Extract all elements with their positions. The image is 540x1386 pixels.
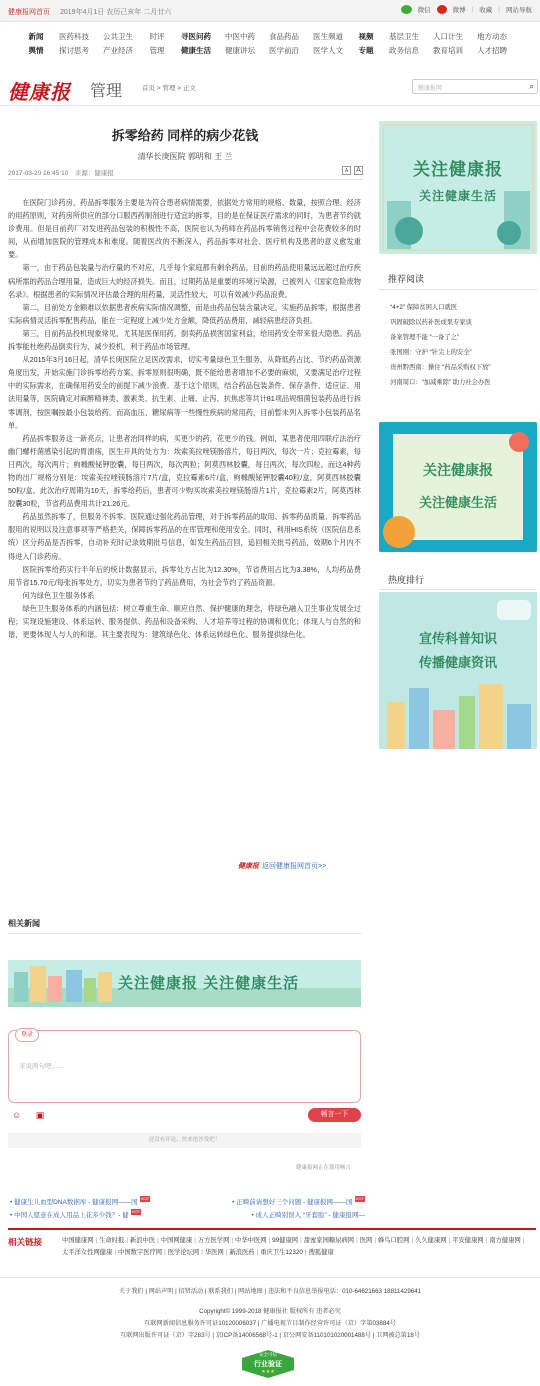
- publish-info: 2017-03-20 16:45:10 来源：健康报: [8, 170, 114, 177]
- friend-link[interactable]: 华医网: [204, 1249, 224, 1256]
- divider: |: [304, 1249, 307, 1256]
- divider: |: [157, 1237, 159, 1244]
- friend-link[interactable]: 新浪中医: [129, 1237, 156, 1244]
- friend-link[interactable]: 久久健康网: [415, 1237, 447, 1244]
- recommend-item[interactable]: · 张国刚：守护 “针尖上的安全”: [385, 345, 535, 360]
- nav-item[interactable]: 人才招聘: [477, 45, 507, 55]
- wechat-icon[interactable]: [401, 5, 412, 14]
- banner-illustration: [379, 422, 537, 552]
- banner-line-1: 关注健康报: [423, 462, 493, 478]
- banner-line-1: 关注健康报: [413, 160, 503, 179]
- back-home-link[interactable]: [238, 861, 326, 871]
- friend-link[interactable]: 99健康网: [272, 1237, 299, 1244]
- related-links: [10, 1196, 365, 1222]
- friend-link[interactable]: 蜂鸟口腔网: [377, 1237, 410, 1244]
- header-bar: [0, 66, 540, 106]
- divider: |: [485, 1237, 488, 1244]
- nav-item[interactable]: 新闻: [28, 31, 44, 41]
- badge-stars: ★★★: [261, 1369, 275, 1375]
- font-larger-button[interactable]: A: [354, 166, 363, 175]
- license-line: 互联网出版许可证（京）字283号 | 京ICP备14006568号-1 | 京公网安备110101020001488号 | 卫网被总第18号: [119, 1332, 421, 1339]
- divider: |: [411, 1237, 414, 1244]
- friend-link[interactable]: 万方医学网: [197, 1237, 230, 1244]
- nav-item[interactable]: 教育培训: [433, 45, 463, 55]
- related-link-row: [10, 1196, 365, 1209]
- nav-item[interactable]: 寻医问药: [181, 31, 211, 41]
- nav-item[interactable]: 视频: [358, 31, 374, 41]
- divider: |: [95, 1237, 98, 1244]
- nav-item[interactable]: 中医中药: [225, 31, 255, 41]
- banner-line-2: 关注健康生活: [418, 495, 497, 510]
- divider: [8, 1228, 536, 1230]
- divider: |: [498, 6, 500, 13]
- divider: |: [268, 1237, 271, 1244]
- divider: |: [225, 1249, 228, 1256]
- back-link-text: 返回健康报网首页>>: [262, 863, 327, 870]
- paragraph: 第二，目前处方金额难以依据患者疾病实际情况调整，而是由药品包装含量决定。实施药品拆零，根据患者实际病情灵活拆零配售药品，能在一定程度上减少处方金额，降低药品费用，减轻病患经济负担。: [8, 302, 361, 325]
- recommend-item[interactable]: · 备案管理不能 “一备了之”: [385, 330, 535, 345]
- nav-item[interactable]: 专题: [358, 45, 374, 55]
- recommend-item[interactable]: · 河南周口：“加减乘除” 助力社会办医: [385, 375, 535, 390]
- nav-item[interactable]: 政务信息: [389, 45, 419, 55]
- related-link[interactable]: • 正畸前请想好三个问题 - 健康报网——国HOT: [232, 1196, 364, 1206]
- nav-row-1: [20, 29, 530, 43]
- paragraph: 第三，目前药品投机现象常见，尤其是医保用药。倒卖药品损害国家利益，给用药安全带来很大隐患。药品拆零能杜绝药品倒卖行为，减少投机，利于药品市场管理。: [8, 328, 361, 352]
- recommend-item[interactable]: · 巩固破除以药补医成果专家谈: [385, 315, 535, 330]
- nav-item[interactable]: 公共卫生: [103, 31, 133, 41]
- article-body: [8, 196, 361, 641]
- friend-link[interactable]: 医学论坛网: [167, 1249, 200, 1256]
- divider: [379, 289, 537, 290]
- trust-badge[interactable]: [238, 1350, 298, 1378]
- nav-item[interactable]: 产业经济: [103, 45, 133, 55]
- divider: [8, 933, 361, 934]
- font-smaller-button[interactable]: A: [342, 166, 351, 175]
- main-nav: [20, 29, 530, 57]
- related-news-title: 相关新闻: [8, 919, 40, 928]
- nav-item[interactable]: 基层卫生: [389, 31, 419, 41]
- divider: |: [356, 1237, 358, 1244]
- powered-by[interactable]: 健康报网正在使用畅言: [296, 1165, 352, 1171]
- back-logo: 健康报: [238, 861, 259, 870]
- footer-links[interactable]: 关于我们 | 网站声明 | 招贤活动 | 联系我们 | 网站地图 | 违法和不良信息举报电话：010-64621663 18811429641: [118, 1288, 422, 1295]
- friend-link[interactable]: 医网: [359, 1237, 373, 1244]
- divider: [0, 1277, 540, 1278]
- date-text: 2019年4月1日 农历己亥年 二月廿六: [60, 9, 172, 16]
- login-button[interactable]: 登录: [15, 1028, 39, 1042]
- top-right-links: [401, 5, 532, 14]
- weibo-icon[interactable]: [437, 5, 447, 14]
- nav-item[interactable]: 医生频道: [313, 31, 343, 41]
- image-upload-icon[interactable]: ▣: [35, 1110, 45, 1120]
- friend-link[interactable]: 中国健康网: [62, 1237, 94, 1244]
- comment-tools: [12, 1110, 44, 1121]
- friend-link[interactable]: 平安健康网: [452, 1237, 484, 1244]
- submit-comment-button[interactable]: 畅言一下: [308, 1108, 361, 1122]
- site-nav-link[interactable]: 网站导航: [506, 7, 532, 14]
- divider: [379, 589, 537, 590]
- divider: |: [256, 1249, 259, 1256]
- weibo-link[interactable]: 微博: [452, 7, 466, 14]
- friend-link[interactable]: 太平洋女性网健康: [62, 1249, 113, 1256]
- site-logo[interactable]: 健康报: [8, 80, 71, 104]
- paragraph: 绿色卫生服务体系的内涵包括：树立尊重生命、顺应自然、保护健康的理念，将绿色融入卫生事业发展全过程；实现设施建设、体系运转、服务提供、药品和设备采购、人才培养等过程的协调和优化；体现人与自然的和谐，更要体现人与人的和谐。其主要表现为：建筑绿色化、体系运转绿色化、服务提供绿色化。: [8, 603, 361, 640]
- top-bar: [0, 0, 540, 22]
- friend-link[interactable]: 生命时报: [99, 1237, 125, 1244]
- comment-placeholder[interactable]: 来说两句吧……: [19, 1063, 65, 1070]
- science-banner[interactable]: [379, 592, 537, 749]
- comment-box[interactable]: [8, 1030, 361, 1103]
- badge-top-text: 安全可信: [259, 1352, 277, 1357]
- friend-link[interactable]: 搜狐健康: [308, 1249, 334, 1256]
- friend-link[interactable]: 中国数字医疗网: [118, 1249, 163, 1256]
- divider: |: [201, 1249, 203, 1256]
- divider: |: [126, 1237, 128, 1244]
- divider: |: [300, 1237, 302, 1244]
- license-line: 互联网新闻信息服务许可证10120006037 | 广播电视节目制作经营许可证（京）字第03884号: [144, 1320, 396, 1327]
- nav-item[interactable]: 舆情: [28, 45, 44, 55]
- nav-item[interactable]: 探讨思考: [59, 45, 89, 55]
- nav-item[interactable]: 时评: [149, 31, 165, 41]
- friend-link[interactable]: 新浪医药: [229, 1249, 255, 1256]
- friend-link[interactable]: 中华中医网: [235, 1237, 267, 1244]
- article-meta: [8, 168, 363, 180]
- paragraph: 从2015年3月16日起，清华长庚医院立足医改需求，切实考量绿色卫生服务，从降低药占比、节约药品资源角度出发，开始实施门诊拆零给药方案。拆零原则很明确，既不能给患者增加不必要的麻烦，又要满足治疗过程中的实际需求，在确保用药安全的前提下减少浪费。基于这个原则，结合药品包装条件、保存条件、适应证、用法用量等，医院确定对麻醉精神类、激素类、抗生素、止痛、止泻、抗焦虑等共计81项品规细菌包装药品进行拆零调剂，按医嘱按最小包装给药。而高血压、糖尿病等一些慢性疾病的常用药，目前暂未列入拆零小包装药品名单。: [8, 355, 361, 430]
- recommend-title: 推荐阅读: [388, 274, 425, 284]
- no-comment-hint: 还没有评论，快来抢沙发吧！: [8, 1133, 361, 1148]
- nav-item[interactable]: 人口计生: [433, 31, 463, 41]
- friend-link[interactable]: 甜蜜家园糖尿病网: [303, 1237, 355, 1244]
- recommend-item[interactable]: · 贵州黔西南：操住 “药品采购权下放”: [385, 360, 535, 375]
- follow-banner-1[interactable]: [379, 121, 537, 254]
- nav-item[interactable]: 食品药品: [269, 31, 299, 41]
- divider: |: [194, 1237, 196, 1244]
- friend-link[interactable]: 中国网健康: [160, 1237, 193, 1244]
- nav-item[interactable]: 健康讲坛: [225, 45, 255, 55]
- divider: |: [522, 1237, 525, 1244]
- recommend-item[interactable]: · “4+2” 保障贫困人口就医: [385, 300, 535, 315]
- emoji-icon[interactable]: ☺: [12, 1110, 22, 1120]
- search-placeholder: 健康报网: [418, 86, 443, 92]
- friend-link[interactable]: 重庆卫生12320: [260, 1249, 303, 1256]
- nav-item[interactable]: 医学前沿: [269, 45, 299, 55]
- recommend-list: [385, 300, 535, 390]
- related-link[interactable]: • 健康生儿血型DNA数据库 - 健康报网——国HOT: [10, 1196, 150, 1206]
- related-link-row: [10, 1209, 365, 1222]
- banner-line-2: 传播健康资讯: [418, 655, 497, 670]
- section-title: 管理: [90, 83, 123, 100]
- nav-item[interactable]: 地方动态: [477, 31, 507, 41]
- copyright: Copyright© 1999-2018 健康报社 版权所有 违者必究: [199, 1308, 341, 1315]
- home-link[interactable]: 健康报网首页: [8, 9, 50, 16]
- banner-line-1: 宣传科普知识: [418, 631, 497, 646]
- divider: |: [471, 6, 474, 13]
- banner-line-2: 关注健康生活: [418, 189, 497, 203]
- article-title: 拆零给药 同样的病少花钱: [111, 128, 259, 143]
- subheading: 何为绿色卫生服务体系: [22, 590, 95, 600]
- friend-link[interactable]: 南方健康网: [489, 1237, 521, 1244]
- related-link[interactable]: • 成人正畸别误入 “牙套脸” - 健康报网—: [251, 1212, 365, 1219]
- divider: |: [164, 1249, 166, 1256]
- badge-main-text: 行业验证: [254, 1361, 282, 1368]
- paragraph: 医院拆零给药实行半年后的统计数据显示，拆零处方占比为12.30%，节省费用占比为3.38%，人均药品费用节省15.70元/每张拆零处方，切实为患者节约了药品费用，为社会节约了药品资源。: [8, 564, 361, 587]
- friend-links: [62, 1235, 532, 1259]
- nav-item[interactable]: 管理: [149, 45, 165, 55]
- related-link[interactable]: • 中国人愿意在成人用品上花多少钱？- 健HOT: [10, 1209, 141, 1219]
- breadcrumb[interactable]: 首页 > 管理 > 正文: [142, 85, 196, 92]
- footer: [0, 1286, 540, 1342]
- nav-row-2: [20, 43, 530, 57]
- divider: |: [448, 1237, 451, 1244]
- follow-banner-2[interactable]: [379, 422, 537, 552]
- nav-item[interactable]: 医学人文: [313, 45, 343, 55]
- font-size-controls: [342, 166, 363, 175]
- divider: |: [231, 1237, 234, 1244]
- article-authors: 清华长庚医院 郭明和 王 兰: [137, 152, 233, 161]
- nav-item[interactable]: 健康生活: [181, 45, 211, 55]
- paragraph: 在医院门诊药房，药品拆零服务主要是为符合患者病情需要，依据处方常用的规格、数量，按照合理、经济的用药原则，对药房所供应的部分口服西药制剂进行适宜的拆零，目的是在保证医疗需求的同时，为患者节约就诊费用。但是目前药厂对发进药品包装的积极性不高，医院也认为药师在药品拆零销售过程中会花费较多的时间，从而增加医院的管理成本和难度。随着医改的不断深入，药品拆零对社会、医疗机构及患者的意义愈发重要。: [8, 198, 361, 260]
- paragraph: 第一，由于药品包装量与治疗量的不对应，几乎每个家庭都有剩余药品，目前的药品使用量远远超过治疗疾病所需的药品合理用量，造成巨大的经济损失。而且，过期药品是重要的环境污染源，已被列入《国家危险废物名录》。根据患者的实际情况评估最合理的用药量，灵活性较大，可以有效减少药品浪费。: [8, 263, 361, 299]
- search-icon[interactable]: ⌕: [528, 81, 534, 91]
- search-input[interactable]: [412, 79, 538, 94]
- divider: |: [374, 1237, 376, 1244]
- related-banner[interactable]: [8, 960, 361, 1007]
- friend-links-title: 相关链接: [8, 1237, 43, 1247]
- divider: |: [114, 1249, 117, 1256]
- paragraph: 药品拆零服务这一新亮点，让患者治同样的病，买更少的药，花更少的钱。例如，某患者使用四联疗法治疗幽门螺杆菌感染引起的胃溃疡，医生开具的处方为：埃索美拉唑镁肠溶片，每日两次，每次一片；克拉霉素，每日两次，每次两片；枸橼酸铋钾胶囊，每日两次，每次两粒；阿莫西林胶囊，每日两次，每次四粒。而这4种药物的出厂规格分别是：埃索美拉唑镁肠溶片7片/盒，克拉霉素6片/盒，枸橼酸铋钾胶囊40粒/盒，阿莫西林胶囊50粒/盒。此次治疗周期为10天，拆零给药后，患者可少购买埃索美拉唑镁肠溶片1片，克拉霉素2片，阿莫西林胶囊30粒，节省药品费用共计21.26元。: [8, 433, 361, 509]
- favorite-link[interactable]: 收藏: [479, 7, 493, 14]
- wechat-link[interactable]: 微信: [417, 7, 431, 14]
- nav-item[interactable]: 医药科技: [59, 31, 89, 41]
- banner-text: 关注健康报 关注健康生活: [118, 975, 300, 992]
- paragraph: 药品虽然拆零了，但服务不拆零。医院通过强化药品管理，对于拆零药品的取用、拆零药品质量、拆零药品服用的说明以及注意事项等严格把关，保障拆零药品的在库管理和使用安全。同时，利用HIS系统（医院信息系统）区分药品是否拆零，自动补充时记录效期批号信息，如发生药品召回，追回相关批号药品，效期6个月内不得进入门诊药房。: [8, 512, 361, 561]
- hot-rank-title: 热度排行: [388, 575, 425, 585]
